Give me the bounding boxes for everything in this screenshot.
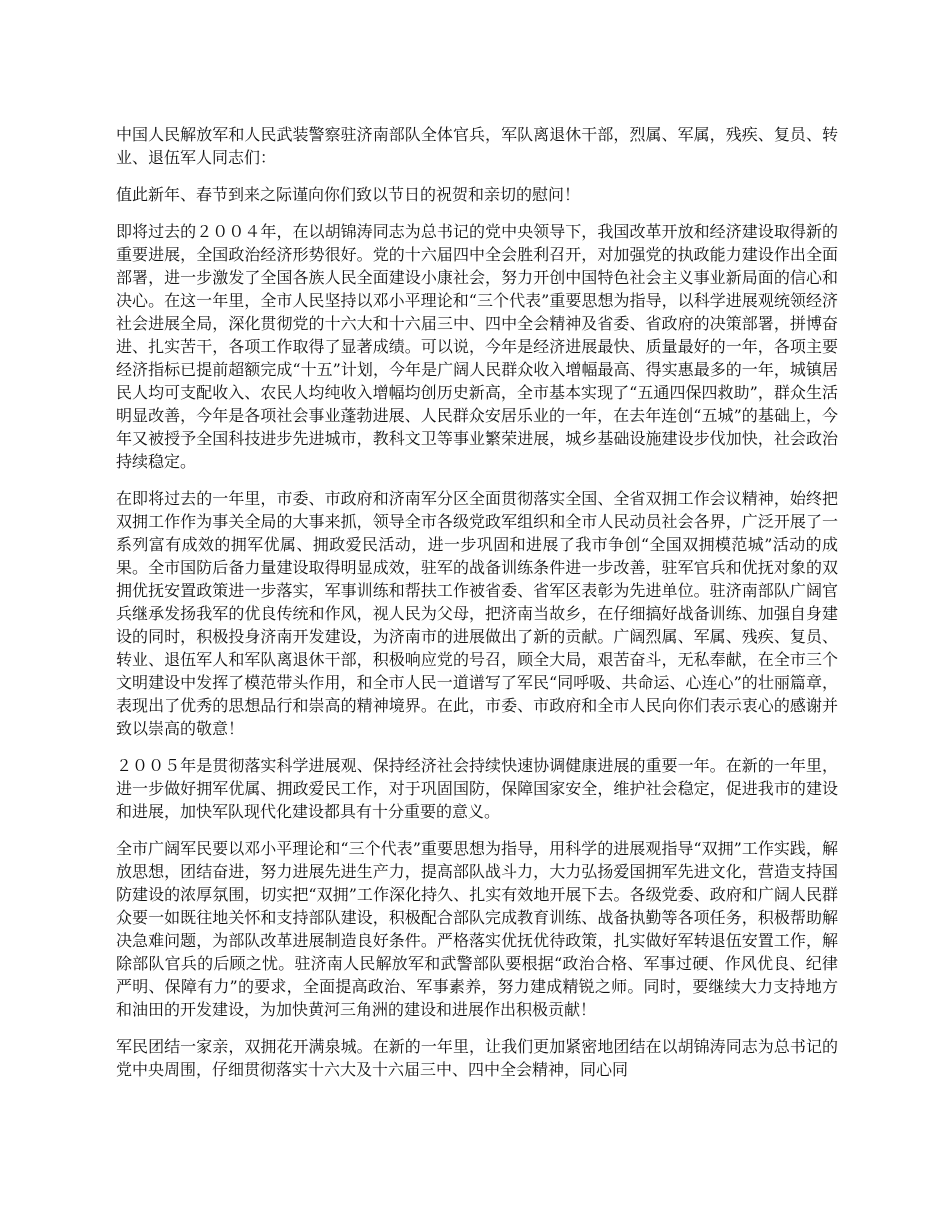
paragraph-2004-review: 即将过去的２００４年，在以胡锦涛同志为总书记的党中央领导下，我国改革开放和经济建设取得新的重要进展，全国政治经济形势很好。党的十六届四中全会胜利召开，对加强党的执政能力建设作出全面部署，进一步激发了全国各族人民全面建设小康社会，努力开创中国特色社会主义事业新局面的信心和决心。在这一年里，全市人民坚持以邓小平理论和“三个代表”重要思想为指导，以科学进展观统领经济社会进展全局，深化贯彻党的十六大和十六届三中、四中全会精神及省委、省政府的决策部署，拼博奋进、扎实苦干，各项工作取得了显著成绩。可以说，今年是经济进展最快、质量最好的一年，各项主要经济指标已提前超额完成“十五”计划，今年是广阔人民群众收入增幅最高、得实惠最多的一年，城镇居民人均可支配收入、农民人均纯收入增幅均创历史新高，全市基本实现了“五通四保四救助”，群众生活明显改善，今年是各项社会事业蓬勃进展、人民群众安居乐业的一年，在去年连创“五城”的基础上，今年又被授予全国科技进步先进城市，教科文卫等事业繁荣进展，城乡基础设施建设步伐加快，社会政治持续稳定。 <box>116 222 838 471</box>
paragraph-salutation: 中国人民解放军和人民武装警察驻济南部队全体官兵，军队离退休干部，烈属、军属，残疾、复员、转业、退伍军人同志们： <box>116 125 838 167</box>
paragraph-greeting: 值此新年、春节到来之际谨向你们致以节日的祝贺和亲切的慰问！ <box>116 185 581 204</box>
paragraph-2005-outlook: ２００５年是贯彻落实科学进展观、保持经济社会持续快速协调健康进展的重要一年。在新的一年里，进一步做好拥军优属、拥政爱民工作，对于巩固国防，保障国家安全，维护社会稳定，促进我市的建设和进展，加快军队现代化建设都具有十分重要的意义。 <box>116 756 838 821</box>
paragraph-double-support-work: 在即将过去的一年里，市委、市政府和济南军分区全面贯彻落实全国、全省双拥工作会议精神，始终把双拥工作作为事关全局的大事来抓，领导全市各级党政军组织和全市人民动员社会各界，广泛开展了一系列富有成效的拥军优属、拥政爱民活动，进一步巩固和进展了我市争创“全国双拥模范城”活动的成果。全市国防后备力量建设取得明显成效，驻军的战备训练条件进一步改善，驻军官兵和优抚对象的双拥优抚安置政策进一步落实，军事训练和帮扶工作被省委、省军区表彰为先进单位。驻济南部队广阔官兵继承发扬我军的优良传统和作风，视人民为父母，把济南当故乡，在仔细搞好战备训练、加强自身建设的同时，积极投身济南开发建设，为济南市的进展做出了新的贡献。广阔烈属、军属、残疾、复员、转业、退伍军人和军队离退休干部，积极响应党的号召，顾全大局，艰苦奋斗，无私奉献，在全市三个文明建设中发挥了模范带头作用，和全市人民一道谱写了军民“同呼吸、共命运、心连心”的壮丽篇章，表现出了优秀的思想品行和崇高的精神境界。在此，市委、市政府和全市人民向你们表示衷心的感谢并致以崇高的敬意！ <box>116 489 838 738</box>
paragraph-closing: 军民团结一家亲，双拥花开满泉城。在新的一年里，让我们更加紧密地团结在以胡锦涛同志为总书记的党中央周围，仔细贯彻落实十六大及十六届三中、四中全会精神，同心同 <box>116 1037 838 1079</box>
paragraph-call-to-action: 全市广阔军民要以邓小平理论和“三个代表”重要思想为指导，用科学的进展观指导“双拥”工作实践，解放思想，团结奋进，努力进展先进生产力，提高部队战斗力，大力弘扬爱国拥军先进文化，营造支持国防建设的浓厚氛围，切实把“双拥”工作深化持久、扎实有效地开展下去。各级党委、政府和广阔人民群众要一如既往地关怀和支持部队建设，积极配合部队完成教育训练、战备执勤等各项任务，积极帮助解决急难问题，为部队改革进展制造良好条件。严格落实优抚优待政策，扎实做好军转退伍安置工作，解除部队官兵的后顾之忧。驻济南人民解放军和武警部队要根据“政治合格、军事过硬、作风优良、纪律严明、保障有力”的要求，全面提高政治、军事素养，努力建成精锐之师。同时，要继续大力支持地方和油田的开发建设，为加快黄河三角洲的建设和进展作出积极贡献！ <box>116 839 838 1019</box>
document-body <box>116 123 838 1095</box>
